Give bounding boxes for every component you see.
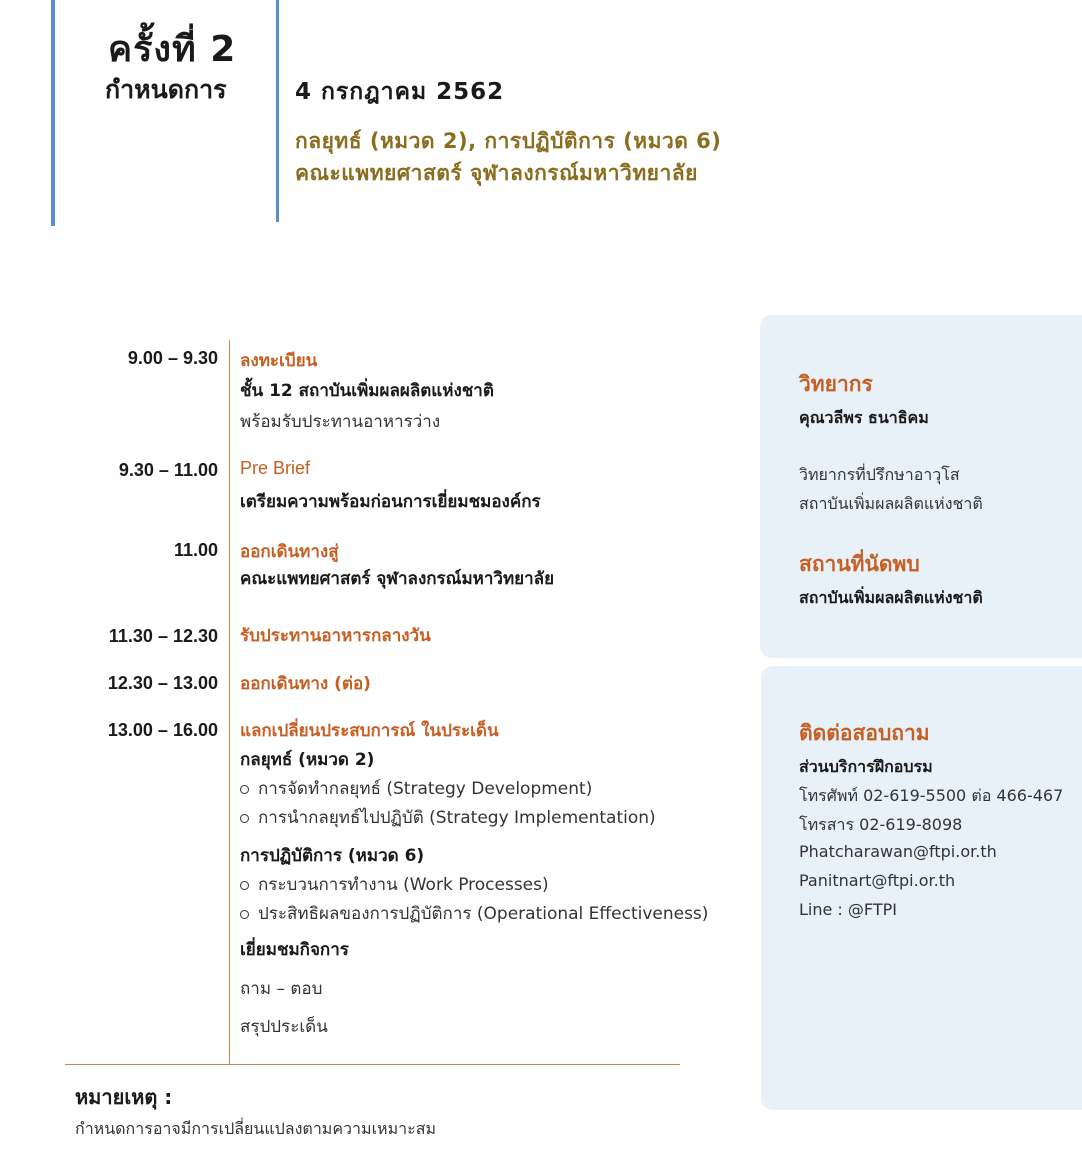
schedule-subtitle: เตรียมความพร้อมก่อนการเยี่ยมชมองค์กร xyxy=(240,492,541,512)
list-item: ประสิทธิผลของการปฏิบัติการ (Operational Effectiveness) xyxy=(240,900,708,927)
contact-email[interactable]: Panitnart@ftpi.or.th xyxy=(799,871,956,890)
schedule-time: 12.30 – 13.00 xyxy=(107,673,218,693)
bullet-icon xyxy=(240,881,249,890)
contact-email[interactable]: Phatcharawan@ftpi.or.th xyxy=(799,842,997,861)
schedule-note: พร้อมรับประทานอาหารว่าง xyxy=(240,412,441,432)
timeline-rule xyxy=(229,340,230,1065)
contact-fax: โทรสาร 02-619-8098 xyxy=(799,815,963,834)
schedule-title: ออกเดินทาง (ต่อ) xyxy=(240,674,371,694)
speaker-heading: วิทยากร xyxy=(799,372,873,396)
site-visit-label: เยี่ยมชมกิจการ xyxy=(240,940,349,960)
schedule-time: 11.30 – 12.30 xyxy=(108,626,218,646)
round-title: ครั้งที่ 2 xyxy=(108,29,237,70)
speaker-role: วิทยากรที่ปรึกษาอาวุโส xyxy=(799,465,960,484)
speaker-name: คุณวลีพร ธนาธิคม xyxy=(799,408,929,427)
event-topic: กลยุทธ์ (หมวด 2), การปฏิบัติการ (หมวด 6) xyxy=(295,129,722,153)
list-item: การนำกลยุทธ์ไปปฏิบัติ (Strategy Implementation) xyxy=(240,804,656,831)
contact-line: Line : @FTPI xyxy=(799,900,897,919)
agenda-label: กำหนดการ xyxy=(105,75,227,104)
schedule-time: 11.00 xyxy=(173,540,218,560)
schedule-title: รับประทานอาหารกลางวัน xyxy=(240,626,431,646)
qa-label: ถาม – ตอบ xyxy=(240,979,323,999)
remarks-text: กำหนดการอาจมีการเปลี่ยนแปลงตามความเหมาะสม xyxy=(75,1119,437,1138)
group-heading: กลยุทธ์ (หมวด 2) xyxy=(240,750,375,770)
schedule-title: Pre Brief xyxy=(240,458,311,478)
event-date: 4 กรกฎาคม 2562 xyxy=(295,79,505,105)
schedule-title: แลกเปลี่ยนประสบการณ์ ในประเด็น xyxy=(240,721,499,741)
schedule-time: 9.00 – 9.30 xyxy=(127,348,218,368)
schedule-subtitle: ชั้น 12 สถาบันเพิ่มผลผลิตแห่งชาติ xyxy=(240,381,494,401)
contact-dept: ส่วนบริการฝึกอบรม xyxy=(799,757,933,776)
schedule-time: 9.30 – 11.00 xyxy=(118,460,218,480)
group-heading: การปฏิบัติการ (หมวด 6) xyxy=(240,846,425,866)
event-venue: คณะแพทยศาสตร์ จุฬาลงกรณ์มหาวิทยาลัย xyxy=(295,161,698,185)
contact-phone: โทรศัพท์ 02-619-5500 ต่อ 466-467 xyxy=(799,786,1064,805)
list-item: การจัดทำกลยุทธ์ (Strategy Development) xyxy=(240,775,592,802)
contact-heading: ติดต่อสอบถาม xyxy=(799,721,930,745)
schedule-title: ลงทะเบียน xyxy=(240,351,318,371)
remarks-heading: หมายเหตุ : xyxy=(75,1085,173,1109)
schedule-title: ออกเดินทางสู่ xyxy=(240,542,339,562)
list-item: กระบวนการทำงาน (Work Processes) xyxy=(240,871,549,898)
meeting-heading: สถานที่นัดพบ xyxy=(799,552,920,576)
bullet-icon xyxy=(240,785,249,794)
bullet-icon xyxy=(240,910,249,919)
schedule-bottom-rule xyxy=(65,1064,680,1065)
meeting-place: สถาบันเพิ่มผลผลิตแห่งชาติ xyxy=(799,588,983,607)
bullet-icon xyxy=(240,814,249,823)
header-divider-rule xyxy=(276,0,279,222)
summary-label: สรุปประเด็น xyxy=(240,1017,328,1037)
schedule-subtitle: คณะแพทยศาสตร์ จุฬาลงกรณ์มหาวิทยาลัย xyxy=(240,569,555,589)
header-left-rule xyxy=(51,0,55,226)
schedule-time: 13.00 – 16.00 xyxy=(107,720,218,740)
speaker-org: สถาบันเพิ่มผลผลิตแห่งชาติ xyxy=(799,494,983,513)
